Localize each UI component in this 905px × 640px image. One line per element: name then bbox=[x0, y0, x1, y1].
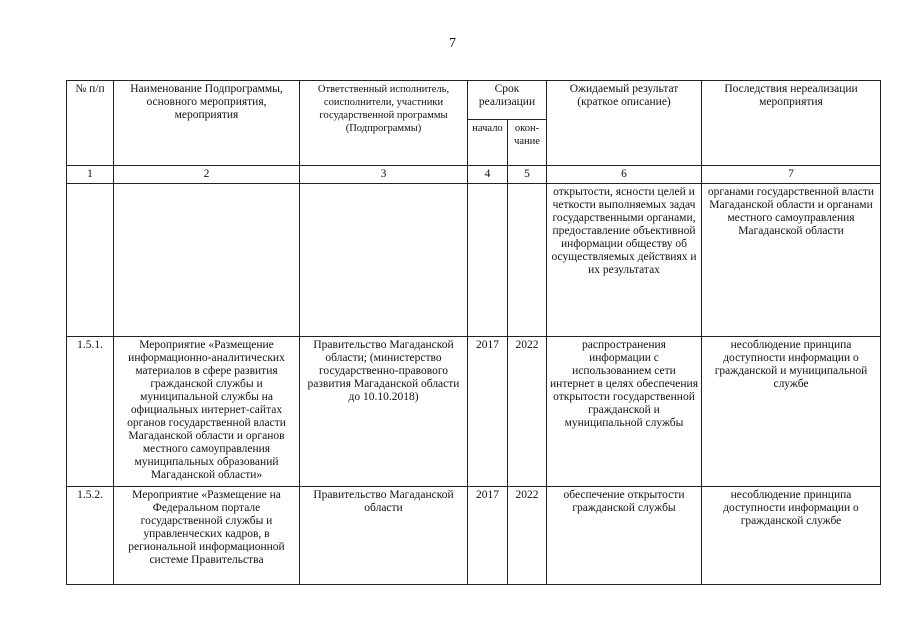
header-result: Ожидаемый результат (краткое описание) bbox=[547, 81, 702, 166]
row-consequences: органами государственной власти Магаданской области и органами местного самоуправления Магаданской области bbox=[702, 184, 881, 337]
row-result: обеспечение открытости гражданской службы bbox=[547, 487, 702, 585]
row-name bbox=[114, 184, 300, 337]
row-result: открытости, ясности целей и четкости выполняемых задач государственными органами, предоставление объективной информации обществу об осуществляемых действиях и их результатах bbox=[547, 184, 702, 337]
page-number: 7 bbox=[449, 36, 456, 51]
column-number: 5 bbox=[508, 166, 547, 184]
row-executor: Правительство Магаданской области; (министерство государственно-правового развития Магаданской области до 10.10.2018) bbox=[300, 337, 468, 487]
header-executor: Ответственный исполнитель, соисполнители, участники государственной программы (Подпрограммы) bbox=[300, 81, 468, 166]
column-number: 2 bbox=[114, 166, 300, 184]
column-number: 1 bbox=[67, 166, 114, 184]
header-period: Срок реализации bbox=[468, 81, 547, 120]
row-start: 2017 bbox=[468, 337, 508, 487]
row-consequences: несоблюдение принципа доступности информации о гражданской службе bbox=[702, 487, 881, 585]
row-number bbox=[67, 184, 114, 337]
row-name: Мероприятие «Размещение на Федеральном портале государственной службы и управленческих кадров, в региональной информационной системе Правительства bbox=[114, 487, 300, 585]
header-consequences: Последствия нереализации мероприятия bbox=[702, 81, 881, 166]
row-consequences: несоблюдение принципа доступности информации о гражданской и муниципальной службе bbox=[702, 337, 881, 487]
row-end: 2022 bbox=[508, 337, 547, 487]
column-number: 7 bbox=[702, 166, 881, 184]
row-name: Мероприятие «Размещение информационно-аналитических материалов в сфере развития гражданской службы и муниципальной службы на официальных интернет-сайтах органов государственной власти Магаданской области и органов местного самоуправления муниципальных образований Магаданской области» bbox=[114, 337, 300, 487]
header-start: начало bbox=[468, 120, 508, 166]
row-result: распространения информации с использованием сети интернет в целях обеспечения открытости государственной гражданской и муниципальной службы bbox=[547, 337, 702, 487]
column-number: 3 bbox=[300, 166, 468, 184]
row-number: 1.5.1. bbox=[67, 337, 114, 487]
row-number: 1.5.2. bbox=[67, 487, 114, 585]
row-end: 2022 bbox=[508, 487, 547, 585]
header-num: № п/п bbox=[67, 81, 114, 166]
header-name: Наименование Подпрограммы, основного мероприятия, мероприятия bbox=[114, 81, 300, 166]
row-start bbox=[468, 184, 508, 337]
row-executor bbox=[300, 184, 468, 337]
column-number: 6 bbox=[547, 166, 702, 184]
program-table bbox=[66, 80, 881, 585]
row-end bbox=[508, 184, 547, 337]
header-end: окон-чание bbox=[508, 120, 547, 166]
row-start: 2017 bbox=[468, 487, 508, 585]
column-number: 4 bbox=[468, 166, 508, 184]
table-row bbox=[67, 337, 881, 487]
table-row bbox=[67, 487, 881, 585]
table-row bbox=[67, 184, 881, 337]
row-executor: Правительство Магаданской области bbox=[300, 487, 468, 585]
